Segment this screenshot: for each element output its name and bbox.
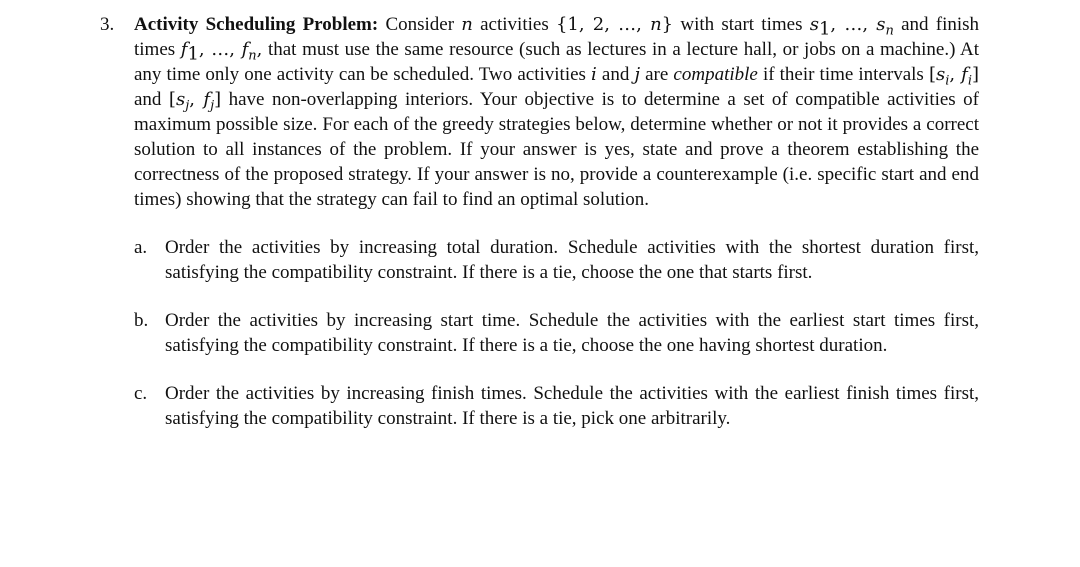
problem-title: Activity Scheduling Problem:: [134, 14, 379, 35]
problem-3: [100, 12, 980, 454]
strategy-text: Order the activities by increasing finish times. Schedule the activities with the earliest finish times first, satisfying the compatibility constraint. If there is a tie, pick one arbitrarily.: [165, 383, 979, 429]
math-n: n: [461, 14, 473, 35]
math-i: i: [591, 64, 597, 85]
intro-text-e: have non-overlapping interiors. Your objective is to determine a set of compatible activities of maximum possible size. For each of the greedy strategies below, determine whether or not it provides a correct solution to all instances of the problem. If your answer is yes, state and prove a theorem establishing the correctness of the proposed strategy. If your answer is no, provide a counterexample (i.e. specific start and end times) showing that the strategy can fail to find an optimal solution.: [134, 89, 980, 210]
and-finish-times-text: and finish times: [134, 14, 980, 60]
strategy-text: Order the activities by increasing start time. Schedule the activities with the earliest start times first, satisfying the compatibility constraint. If there is a tie, choose the one having shortest duration.: [165, 310, 979, 356]
problem-number: 3.: [100, 14, 115, 35]
strategy-item-c: [134, 381, 979, 431]
intro-text-a: Consider: [385, 14, 455, 35]
and-text: and: [601, 64, 630, 85]
strategy-item-b: [134, 308, 979, 358]
strategy-list: [134, 235, 979, 431]
strategy-letter: b.: [134, 310, 149, 331]
strategy-letter: a.: [134, 237, 148, 258]
math-finish-times: $f_1$, …, $f_n$: [180, 39, 257, 65]
compatible-term: compatible: [673, 64, 758, 85]
and-text-2: and: [134, 89, 162, 110]
strategy-letter: c.: [134, 383, 148, 404]
math-start-times: $s_1$, …, $s_n$: [809, 14, 894, 40]
intro-text-b: activities: [480, 14, 549, 35]
math-interval-i: [$s_i$, $f_i$]: [928, 64, 980, 89]
intro-text-d: that must use the same resource (such as lectures in a lecture hall, or jobs on a machine.) At any time only one activity can be scheduled. Two activities: [134, 39, 980, 85]
are-text: are: [645, 64, 669, 85]
if-intervals-text: if their time intervals: [762, 64, 924, 85]
math-interval-j: [$s_j$, $f_j$]: [168, 89, 222, 114]
strategy-item-a: [134, 235, 979, 285]
problem-statement: Activity Scheduling Problem: Consider n activities {1, 2, …, n} with start times $s_1$, …, $s_n$ and finish times $f_1$, …, $f_n$, that must use the same resource (such as lectures in a lecture hall, or jobs on a machine.) At any time only one activity can be scheduled. Two activities i and j are compatible if their time intervals [$s_i$, $f_i$] and [$s_j$, $f_j$] have non-overlapping interiors. Your objective is to determine a set of compatible activities of maximum possible size. For each of the greedy strategies below, determine whether or not it provides a correct solution to all instances of the problem. If your answer is yes, state and prove a theorem establishing the correctness of the proposed strategy. If your answer is no, provide a counterexample (i.e. specific start and end times) showing that the strategy can fail to find an optimal solution.: [134, 14, 980, 210]
math-j: j: [634, 64, 641, 85]
intro-text-c: with start times: [680, 14, 803, 35]
strategy-text: Order the activities by increasing total duration. Schedule activities with the shortest duration first, satisfying the compatibility constraint. If there is a tie, choose the one that starts first.: [165, 237, 979, 283]
math-activity-set: {1, 2, …, n}: [555, 14, 674, 35]
